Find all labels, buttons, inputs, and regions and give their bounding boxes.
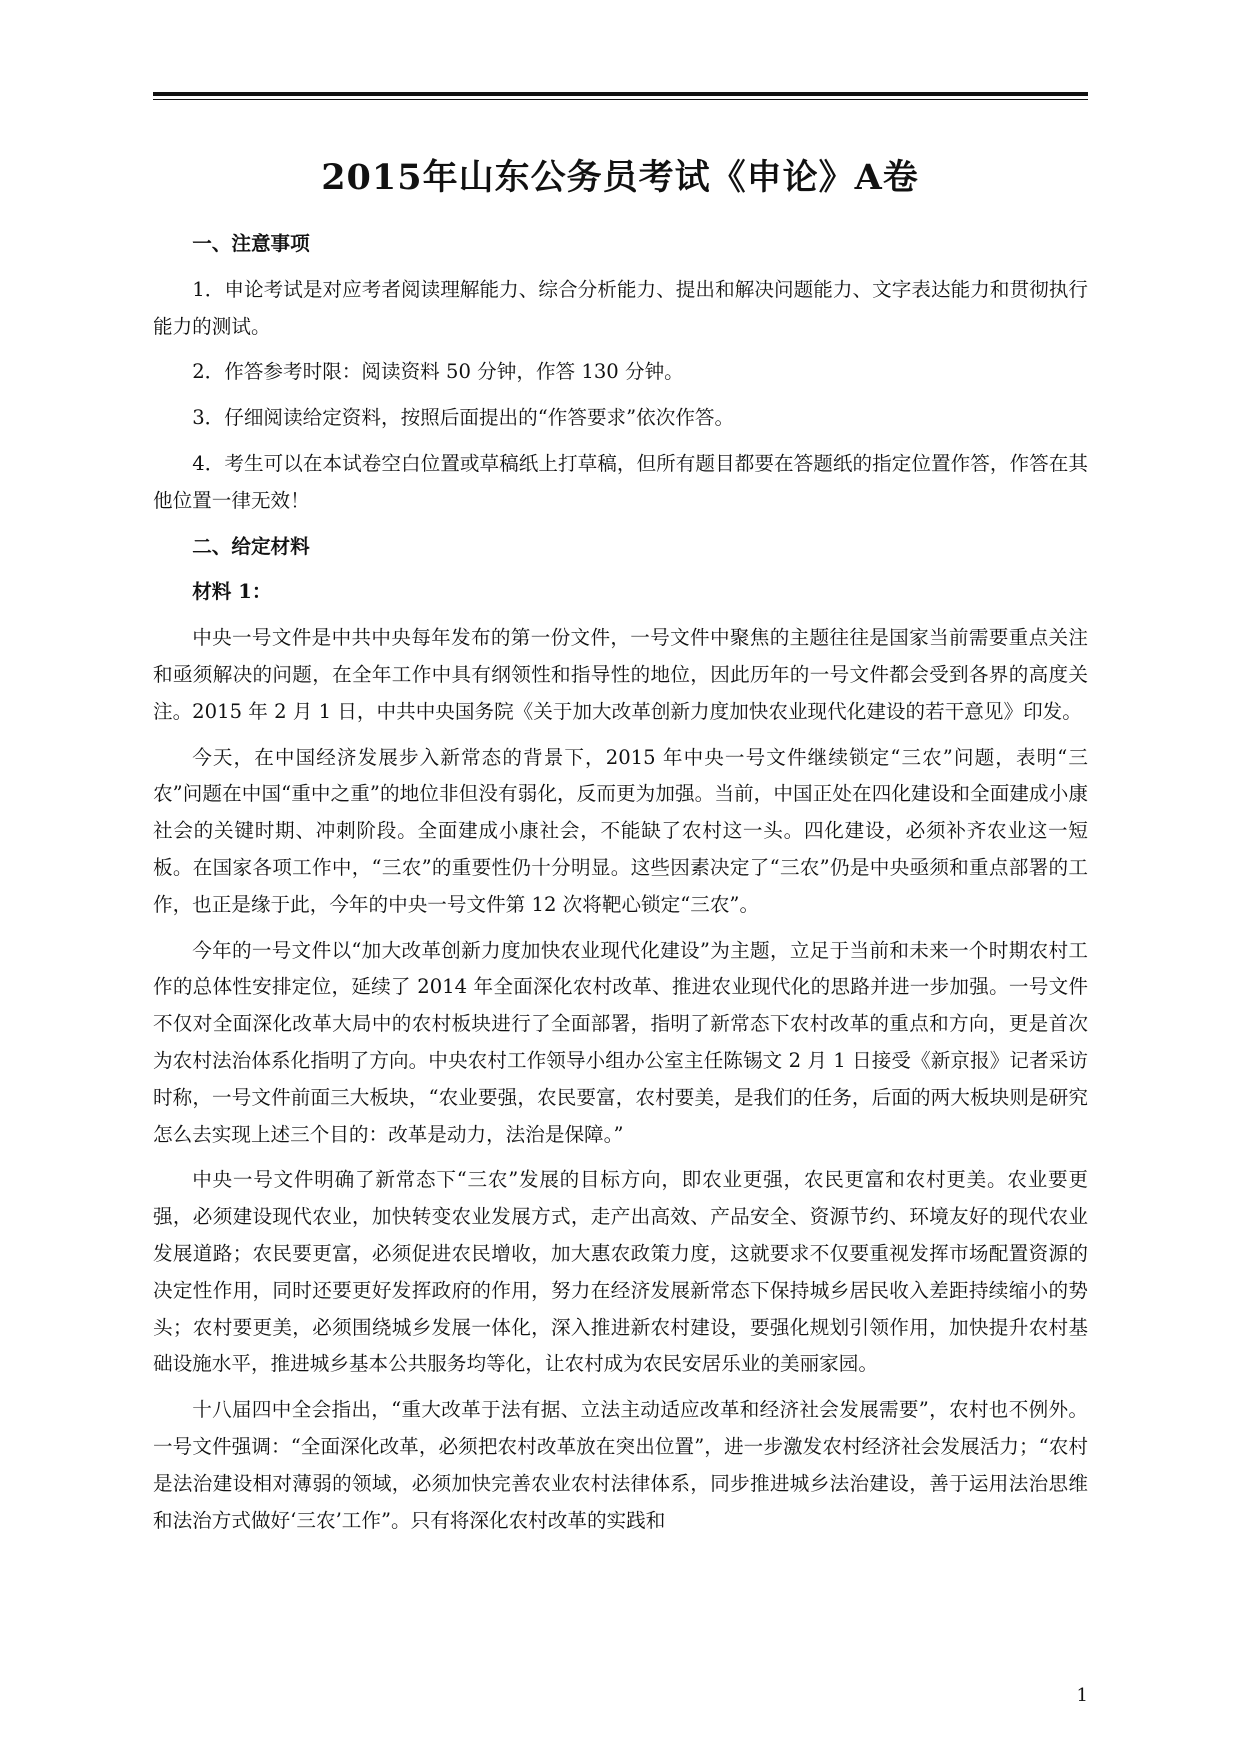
document-body (153, 226, 1088, 1548)
material-paragraph-5: 十八届四中全会指出，“重大改革于法有据、立法主动适应改革和经济社会发展需要”，农村也不例外。一号文件强调：“全面深化改革，必须把农村改革放在突出位置”，进一步激发农村经济社会发展活力；“农村是法治建设相对薄弱的领域，必须加快完善农业农村法律体系，同步推进城乡法治建设，善于运用法治思维和法治方式做好‘三农’工作”。只有将深化农村改革的实践和 (153, 1398, 1088, 1532)
material-paragraph-1: 中央一号文件是中共中央每年发布的第一份文件，一号文件中聚焦的主题往往是国家当前需要重点关注和亟须解决的问题，在全年工作中具有纲领性和指导性的地位，因此历年的一号文件都会受到各界的高度关注。2015 年 2 月 1 日，中共中央国务院《关于加大改革创新力度加快农业现代化建设的若干意见》印发。 (153, 626, 1088, 723)
notes-paragraph-4: 4．考生可以在本试卷空白位置或草稿纸上打草稿，但所有题目都要在答题纸的指定位置作答，作答在其他位置一律无效！ (153, 451, 1088, 512)
page-number: 1 (1076, 1685, 1088, 1706)
notes-paragraph-1: 1．申论考试是对应考者阅读理解能力、综合分析能力、提出和解决问题能力、文字表达能力和贯彻执行能力的测试。 (153, 277, 1088, 338)
material-1-heading: 材料 1： (192, 580, 272, 604)
header-rule-thin (153, 99, 1088, 100)
section-heading-materials: 二、给定材料 (192, 534, 310, 558)
header-rule-thick (153, 92, 1088, 96)
document-title: 2015年山东公务员考试《申论》A卷 (321, 157, 919, 199)
notes-paragraph-2: 2．作答参考时限：阅读资料 50 分钟，作答 130 分钟。 (192, 360, 684, 384)
notes-paragraph-3: 3．仔细阅读给定资料，按照后面提出的“作答要求”依次作答。 (192, 406, 735, 430)
material-paragraph-3: 今年的一号文件以“加大改革创新力度加快农业现代化建设”为主题，立足于当前和未来一个时期农村工作的总体性安排定位，延续了 2014 年全面深化农村改革、推进农业现代化的思路并进一步加强。一号文件不仅对全面深化改革大局中的农村板块进行了全面部署，指明了新常态下农村改革的重点和方向，更是首次为农村法治体系化指明了方向。中央农村工作领导小组办公室主任陈锡文 2 月 1 日接受《新京报》记者采访时称，一号文件前面三大板块，“农业要强，农民要富，农村要美，是我们的任务，后面的两大板块则是研究怎么去实现上述三个目的：改革是动力，法治是保障。” (153, 938, 1088, 1146)
section-heading-notes: 一、注意事项 (192, 232, 310, 255)
material-paragraph-4: 中央一号文件明确了新常态下“三农”发展的目标方向，即农业更强，农民更富和农村更美。农业要更强，必须建设现代农业，加快转变农业发展方式，走产出高效、产品安全、资源节约、环境友好的现代农业发展道路；农民要更富，必须促进农民增收，加大惠农政策力度，这就要求不仅要重视发挥市场配置资源的决定性作用，同时还要更好发挥政府的作用，努力在经济发展新常态下保持城乡居民收入差距持续缩小的势头；农村要更美，必须围绕城乡发展一体化，深入推进新农村建设，要强化规划引领作用，加快提升农村基础设施水平，推进城乡基本公共服务均等化，让农村成为农民安居乐业的美丽家园。 (153, 1168, 1088, 1376)
material-paragraph-2: 今天，在中国经济发展步入新常态的背景下，2015 年中央一号文件继续锁定“三农”问题，表明“三农”问题在中国“重中之重”的地位非但没有弱化，反而更为加强。当前，中国正处在四化建设和全面建成小康社会的关键时期、冲刺阶段。全面建成小康社会，不能缺了农村这一头。四化建设，必须补齐农业这一短板。在国家各项工作中，“三农”的重要性仍十分明显。这些因素决定了“三农”仍是中央亟须和重点部署的工作，也正是缘于此，今年的中央一号文件第 12 次将靶心锁定“三农”。 (153, 745, 1088, 916)
